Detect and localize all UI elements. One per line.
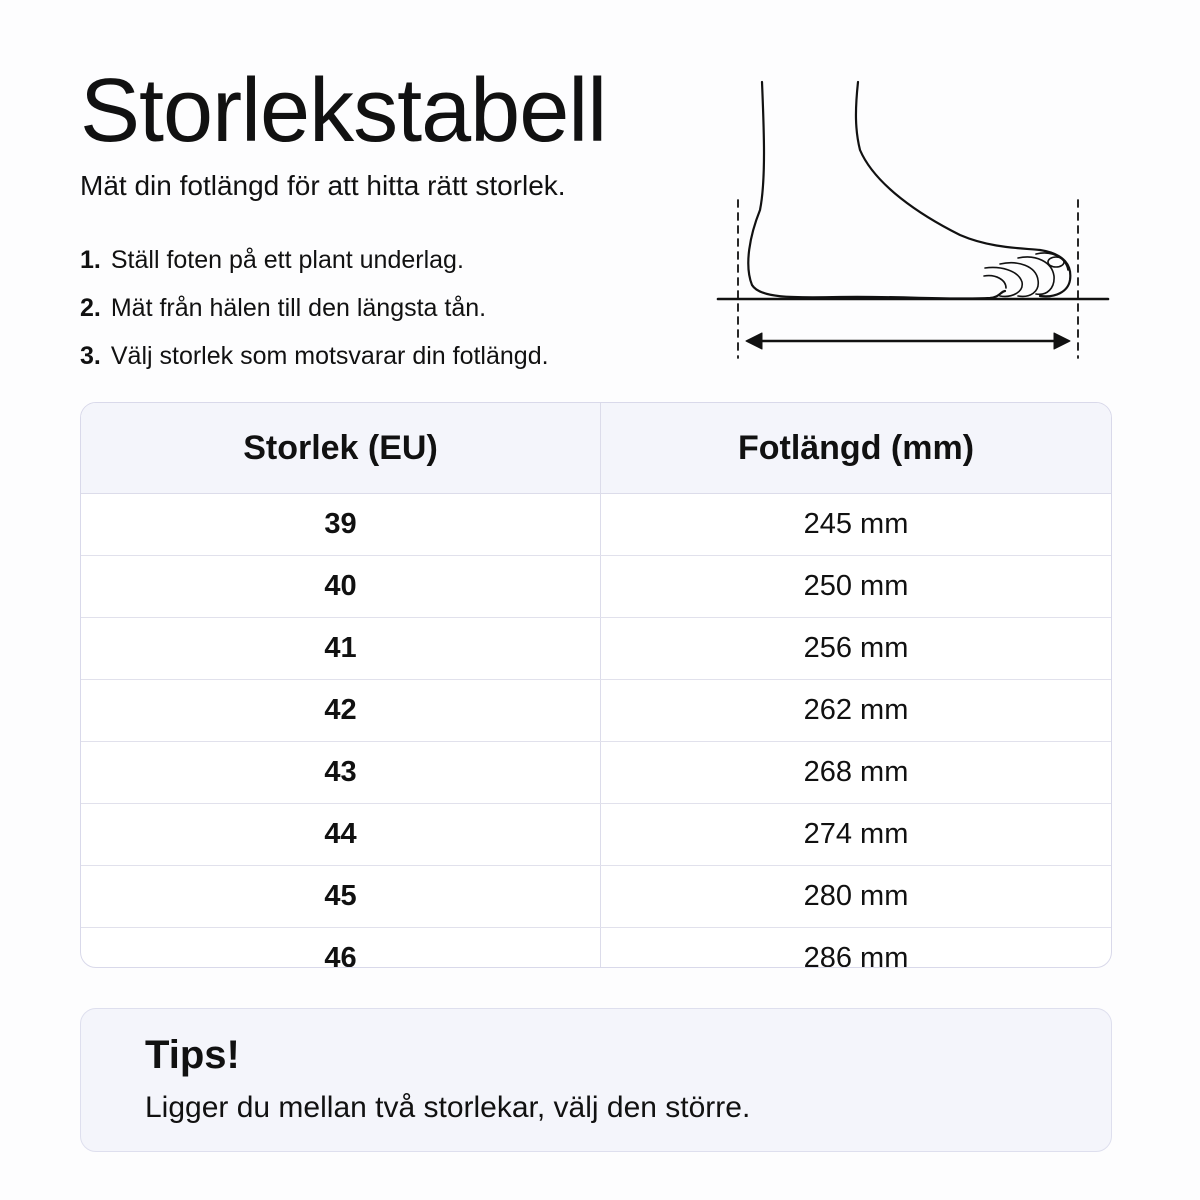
length-cell: 262 mm — [601, 680, 1112, 742]
page-title: Storlekstabell — [80, 61, 607, 161]
step-item — [80, 284, 549, 332]
tips-title: Tips! — [145, 1033, 240, 1077]
step-number: 3. — [80, 341, 101, 370]
arrow-head-left — [746, 333, 762, 349]
column-header-length: Fotlängd (mm) — [601, 403, 1112, 494]
step-item — [80, 332, 549, 380]
length-cell: 245 mm — [601, 494, 1112, 556]
table-row — [81, 866, 1111, 928]
size-cell: 43 — [81, 742, 601, 804]
size-cell: 44 — [81, 804, 601, 866]
table-row — [81, 494, 1111, 556]
table-row — [81, 680, 1111, 742]
table-header-row — [81, 403, 1111, 494]
length-cell: 268 mm — [601, 742, 1112, 804]
page-subtitle: Mät din fotlängd för att hitta rätt storlek. — [80, 170, 566, 201]
length-cell: 256 mm — [601, 618, 1112, 680]
length-cell: 286 mm — [803, 942, 909, 968]
table-row — [81, 742, 1111, 804]
step-number: 2. — [80, 293, 101, 322]
length-cell: 280 mm — [601, 866, 1112, 928]
step-text: Mät från hälen till den längsta tån. — [110, 293, 487, 322]
step-text: Ställ foten på ett plant underlag. — [110, 245, 464, 274]
size-table — [81, 403, 1111, 968]
table-row — [81, 618, 1111, 680]
step-item — [80, 236, 549, 284]
length-cell: 274 mm — [601, 804, 1112, 866]
foot-outline-top — [856, 82, 1070, 296]
length-cell: 250 mm — [601, 556, 1112, 618]
table-row — [81, 928, 1111, 969]
foot-measure-icon — [700, 70, 1120, 370]
size-cell: 40 — [81, 556, 601, 618]
size-cell: 42 — [81, 680, 601, 742]
step-text: Välj storlek som motsvarar din fotlängd. — [110, 341, 549, 370]
table-row — [81, 556, 1111, 618]
toenail — [1048, 257, 1064, 267]
column-header-size: Storlek (EU) — [81, 403, 601, 494]
foot-outline — [748, 82, 1005, 299]
toe-lines — [984, 253, 1068, 296]
size-cell: 46 — [81, 928, 601, 969]
tips-box — [80, 1008, 1112, 1152]
size-cell: 41 — [81, 618, 601, 680]
instruction-steps — [80, 236, 549, 380]
table-row — [81, 804, 1111, 866]
step-number: 1. — [80, 245, 101, 274]
arrow-head-right — [1054, 333, 1070, 349]
tips-text: Ligger du mellan två storlekar, välj den större. — [145, 1091, 751, 1124]
size-table-card — [80, 402, 1112, 968]
size-cell: 45 — [81, 866, 601, 928]
size-cell: 39 — [81, 494, 601, 556]
